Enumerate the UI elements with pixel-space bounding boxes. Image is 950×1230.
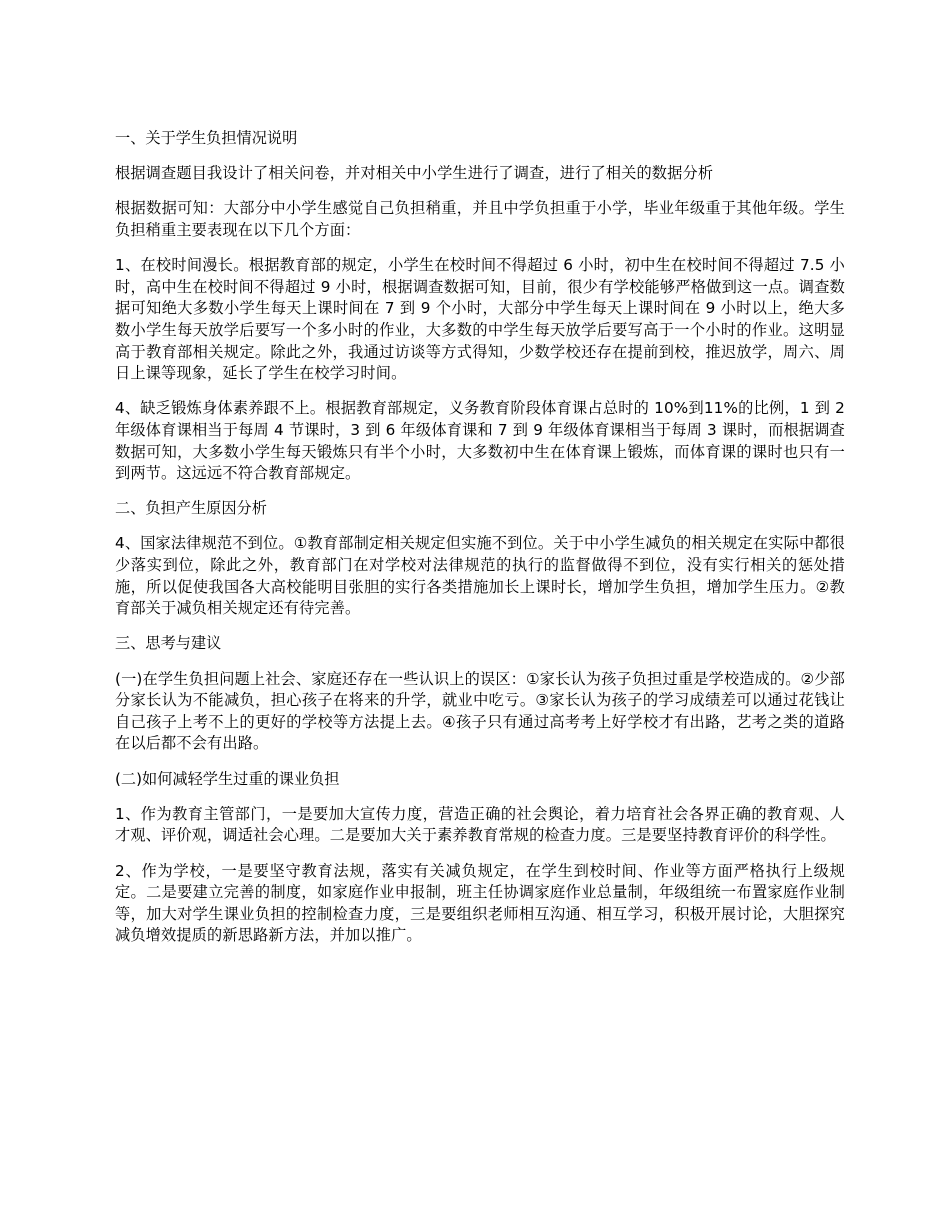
document-body (115, 128, 845, 961)
paragraph-survey-intro: 根据调查题目我设计了相关问卷，并对相关中小学生进行了调查，进行了相关的数据分析 (115, 164, 714, 183)
paragraph-data-summary: 根据数据可知：大部分中小学生感觉自己负担稍重，并且中学负担重于小学，毕业年级重于其他年级。学生负担稍重主要表现在以下几个方面： (115, 199, 845, 239)
section-heading-3: 三、思考与建议 (115, 634, 222, 653)
paragraph-school-measures: 2、作为学校，一是要坚守教育法规，落实有关减负规定，在学生到校时间、作业等方面严格执行上级规定。二是要建立完善的制度，如家庭作业申报制，班主任协调家庭作业总量制，年级组统一布置家庭作业制等，加大对学生课业负担的控制检查力度，三是要组织老师相互沟通、相互学习，积极开展讨论，大胆探究减负增效提质的新思路新方法，并加以推广。 (115, 861, 845, 945)
paragraph-school-hours: 1、在校时间漫长。根据教育部的规定，小学生在校时间不得超过 6 小时，初中生在校时间不得超过 7.5 小时，高中生在校时间不得超过 9 小时，根据调查数据可知，目前，很少有学校能够严格做到这一点。调查数据可知绝大多数小学生每天上课时间在 7 到 9 个小时，大部分中学生每天上课时间在 9 小时以上，绝大多数小学生每天放学后要写一个多小时的作业，大多数的中学生每天放学后要写高于一个小时的作业。这明显高于教育部相关规定。除此之外，我通过访谈等方式得知，少数学校还存在提前到校，推迟放学，周六、周日上课等现象，延长了学生在校学习时间。 (115, 256, 845, 383)
subsection-heading-2: (二)如何减轻学生过重的课业负担 (115, 769, 340, 788)
paragraph-misconceptions: (一)在学生负担问题上社会、家庭还存在一些认识上的误区：①家长认为孩子负担过重是学校造成的。②少部分家长认为不能减负，担心孩子在将来的升学，就业中吃亏。③家长认为孩子的学习成绩差可以通过花钱让自己孩子上考不上的更好的学校等方法提上去。④孩子只有通过高考考上好学校才有出路，艺考之类的道路在以后都不会有出路。 (115, 669, 845, 753)
paragraph-education-department: 1、作为教育主管部门，一是要加大宣传力度，营造正确的社会舆论，着力培育社会各界正确的教育观、人才观、评价观，调适社会心理。二是要加大关于素养教育常规的检查力度。三是要坚持教育评价的科学性。 (115, 804, 845, 845)
paragraph-exercise: 4、缺乏锻炼身体素养跟不上。根据教育部规定，义务教育阶段体育课占总时的 10%到11%的比例，1 到 2 年级体育课相当于每周 4 节课时，3 到 6 年级体育课和 7 到 9 年级体育课相当于每周 3 课时，而根据调查数据可知，大多数小学生每天锻炼只有半个小时，大多数初中生在体育课上锻炼，而体育课的课时也只有一到两节。这远远不符合教育部规定。 (115, 399, 845, 483)
section-heading-1: 一、关于学生负担情况说明 (115, 129, 298, 147)
paragraph-legal-norms: 4、国家法律规范不到位。①教育部制定相关规定但实施不到位。关于中小学生减负的相关规定在实际中都很少落实到位，除此之外，教育部门在对学校对法律规范的执行的监督做得不到位，没有实行相关的惩处措施，所以促使我国各大高校能明目张胆的实行各类措施加长上课时长，增加学生负担，增加学生压力。②教育部关于减负相关规定还有待完善。 (115, 534, 845, 618)
section-heading-2: 二、负担产生原因分析 (115, 499, 267, 518)
